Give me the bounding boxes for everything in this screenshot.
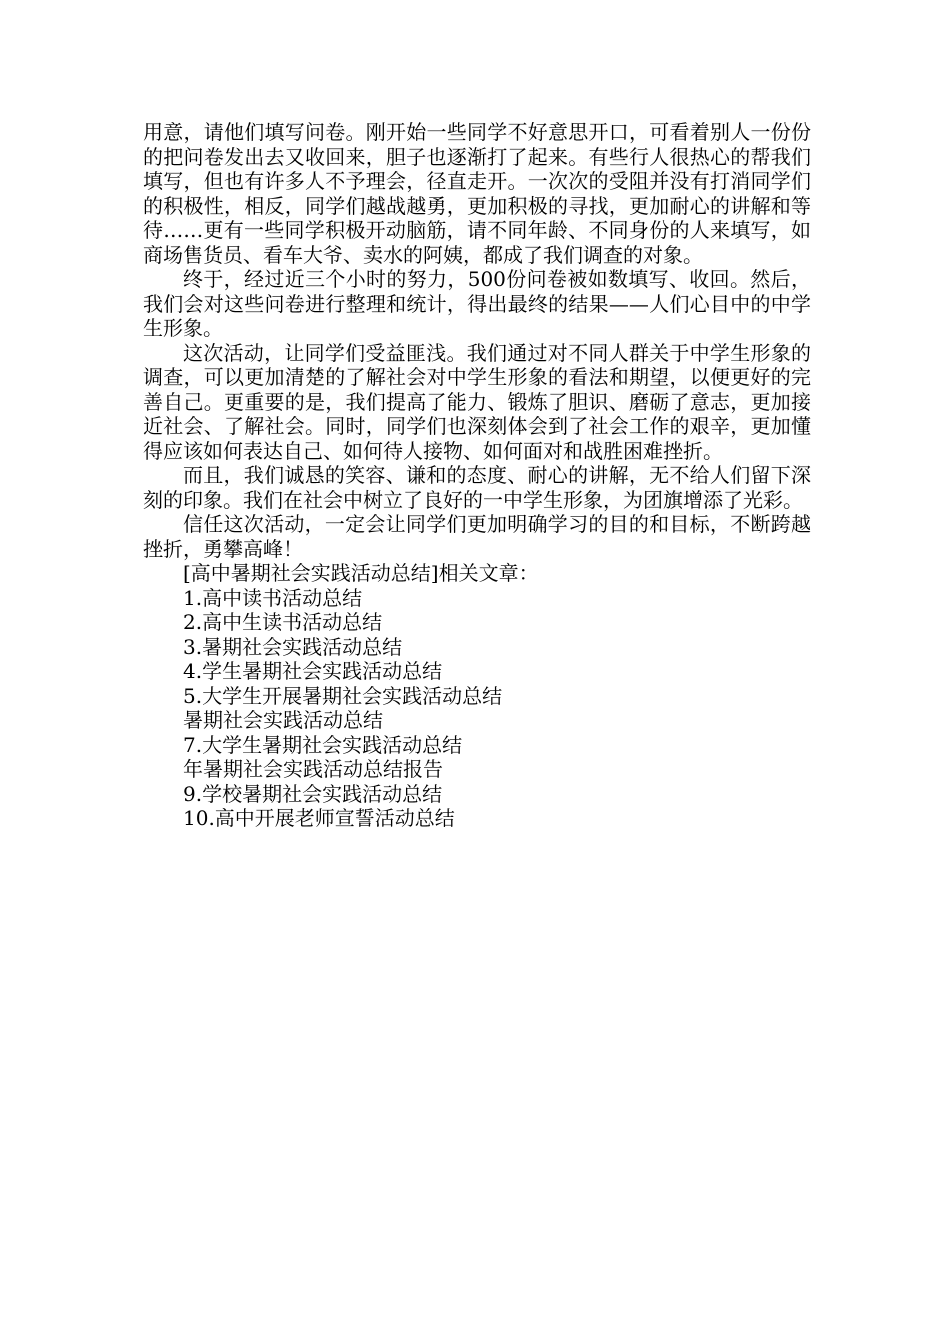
related-article-link[interactable]: 年暑期社会实践活动总结报告 — [183, 757, 443, 781]
related-article-link[interactable]: 5.大学生开展暑期社会实践活动总结 — [183, 683, 503, 708]
related-article-link[interactable]: 7.大学生暑期社会实践活动总结 — [183, 732, 463, 757]
body-paragraph-2: 终于，经过近三个小时的努力，500份问卷被如数填写、收回。然后，我们会对这些问卷进行整理和统计，得出最终的结果——人们心目中的中学生形象。 — [143, 267, 811, 340]
related-article-link[interactable]: 2.高中生读书活动总结 — [183, 610, 383, 634]
related-articles-heading: [高中暑期社会实践活动总结]相关文章： — [183, 561, 539, 585]
related-article-link[interactable]: 10.高中开展老师宣誓活动总结 — [183, 806, 455, 830]
body-paragraph-4: 而且，我们诚恳的笑容、谦和的态度、耐心的讲解，无不给人们留下深刻的印象。我们在社会中树立了良好的一中学生形象，为团旗增添了光彩。 — [143, 463, 811, 512]
body-paragraph-1: 用意，请他们填写问卷。刚开始一些同学不好意思开口，可看着别人一份份的把问卷发出去又收回来，胆子也逐渐打了起来。有些行人很热心的帮我们填写，但也有许多人不予理会，径直走开。一次次的受阻并没有打消同学们的积极性，相反，同学们越战越勇，更加积极的寻找，更加耐心的讲解和等待……更有一些同学积极开动脑筋，请不同年龄、不同身份的人来填写，如商场售货员、看车大爷、卖水的阿姨，都成了我们调查的对象。 — [143, 120, 811, 267]
body-paragraph-3: 这次活动，让同学们受益匪浅。我们通过对不同人群关于中学生形象的调查，可以更加清楚的了解社会对中学生形象的看法和期望，以便更好的完善自己。更重要的是，我们提高了能力、锻炼了胆识、磨砺了意志，更加接近社会、了解社会。同时，同学们也深刻体会到了社会工作的艰辛，更加懂得应该如何表达自己、如何待人接物、如何面对和战胜困难挫折。 — [143, 340, 811, 463]
related-article-link[interactable]: 暑期社会实践活动总结 — [183, 708, 383, 732]
document-page — [143, 120, 811, 831]
related-article-link[interactable]: 3.暑期社会实践活动总结 — [183, 634, 403, 659]
related-article-link[interactable]: 9.学校暑期社会实践活动总结 — [183, 781, 443, 806]
related-articles-list — [143, 586, 811, 831]
body-paragraph-5: 信任这次活动，一定会让同学们更加明确学习的目的和目标，不断跨越挫折，勇攀高峰！ — [143, 512, 811, 561]
related-article-link[interactable]: 4.学生暑期社会实践活动总结 — [183, 659, 443, 683]
related-article-link[interactable]: 1.高中读书活动总结 — [183, 585, 363, 610]
